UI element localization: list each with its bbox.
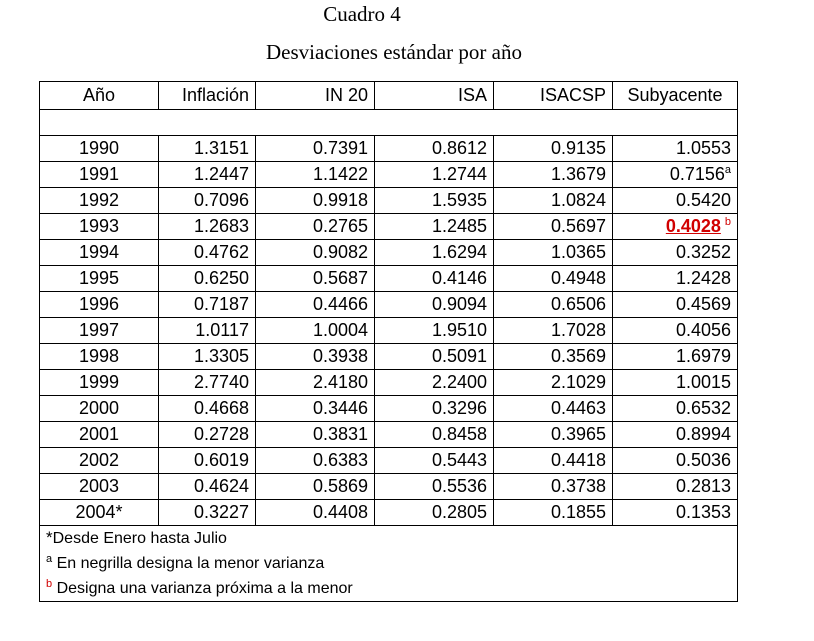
cell-isa: 0.2805 [375,500,494,526]
table-header-row [40,82,738,110]
cell-isa: 1.9510 [375,318,494,344]
cell-isacsp: 0.3965 [494,422,613,448]
table-row [40,292,738,318]
cell-isacsp: 0.6506 [494,292,613,318]
notes-row [40,526,738,602]
cell-year: 1991 [40,162,159,188]
table-row [40,266,738,292]
std-deviation-table [39,81,738,602]
cell-inflacion: 1.3305 [159,344,256,370]
subyacente-value: 1.2428 [675,268,731,288]
cell-in20: 0.4466 [256,292,375,318]
table-row [40,474,738,500]
cell-subyacente [613,240,738,266]
note-text: Desde Enero hasta Julio [52,530,227,547]
note-a [46,551,731,576]
footnote-mark: a [724,164,731,176]
note-text: En negrilla designa la menor varianza [56,555,325,572]
cell-isacsp: 1.0824 [494,188,613,214]
table-title: Desviaciones estándar por año [266,40,522,64]
note-mark: b [46,578,53,590]
cell-isa: 1.2485 [375,214,494,240]
cell-inflacion: 1.0117 [159,318,256,344]
cell-isa: 2.2400 [375,370,494,396]
table-body [40,110,738,526]
cell-year: 1995 [40,266,159,292]
subyacente-value: 0.4056 [675,320,731,340]
cell-isacsp: 0.5697 [494,214,613,240]
cell-year: 1997 [40,318,159,344]
subyacente-value: 1.0553 [675,138,731,158]
cell-isacsp: 0.4948 [494,266,613,292]
cell-subyacente [613,162,738,188]
cell-in20: 0.4408 [256,500,375,526]
table-row [40,500,738,526]
table-row [40,396,738,422]
table-caption: Cuadro 4 [323,2,401,26]
cell-in20: 0.3938 [256,344,375,370]
cell-inflacion: 0.4668 [159,396,256,422]
table-row [40,448,738,474]
table-row [40,136,738,162]
cell-isacsp: 0.3738 [494,474,613,500]
cell-inflacion: 1.3151 [159,136,256,162]
cell-year: 2002 [40,448,159,474]
note-b [46,576,731,601]
cell-isa: 1.2744 [375,162,494,188]
cell-in20: 0.7391 [256,136,375,162]
cell-year: 1996 [40,292,159,318]
subyacente-value: 0.6532 [675,398,731,418]
cell-subyacente [613,396,738,422]
subyacente-value: 0.4028 [665,216,721,236]
spacer-cell [40,110,738,136]
table-row [40,214,738,240]
cell-in20: 1.1422 [256,162,375,188]
cell-subyacente [613,448,738,474]
cell-in20: 0.5687 [256,266,375,292]
cell-subyacente [613,266,738,292]
cell-isacsp: 0.9135 [494,136,613,162]
cell-isacsp: 0.4418 [494,448,613,474]
cell-isa: 0.8612 [375,136,494,162]
cell-subyacente [613,188,738,214]
note-asterisk [46,526,731,551]
table-row [40,370,738,396]
cell-isa: 0.3296 [375,396,494,422]
subyacente-value: 0.8994 [675,424,731,444]
cell-subyacente [613,474,738,500]
cell-subyacente [613,318,738,344]
table-row [40,162,738,188]
cell-subyacente [613,500,738,526]
cell-isa: 0.8458 [375,422,494,448]
table-row [40,188,738,214]
cell-in20: 0.6383 [256,448,375,474]
cell-inflacion: 0.3227 [159,500,256,526]
cell-inflacion: 2.7740 [159,370,256,396]
cell-in20: 2.4180 [256,370,375,396]
table-row [40,318,738,344]
note-mark: * [46,528,53,547]
subyacente-value: 1.0015 [675,372,731,392]
cell-subyacente [613,292,738,318]
cell-isa: 1.6294 [375,240,494,266]
cell-inflacion: 0.4762 [159,240,256,266]
cell-year: 2001 [40,422,159,448]
cell-in20: 0.5869 [256,474,375,500]
header-inflacion: Inflación [159,82,256,110]
cell-inflacion: 0.6250 [159,266,256,292]
cell-subyacente [613,370,738,396]
note-mark: a [46,553,53,565]
cell-year: 2003 [40,474,159,500]
cell-in20: 0.3831 [256,422,375,448]
cell-inflacion: 0.4624 [159,474,256,500]
cell-subyacente [613,344,738,370]
cell-isa: 0.9094 [375,292,494,318]
footnote-mark: b [724,216,731,228]
cell-inflacion: 1.2447 [159,162,256,188]
cell-subyacente [613,422,738,448]
cell-isacsp: 1.3679 [494,162,613,188]
cell-in20: 0.9082 [256,240,375,266]
subyacente-value: 0.2813 [675,476,731,496]
subyacente-value: 0.3252 [675,242,731,262]
table-row [40,422,738,448]
cell-year: 1992 [40,188,159,214]
note-text: Designa una varianza próxima a la menor [56,580,353,597]
cell-year: 1993 [40,214,159,240]
cell-in20: 0.2765 [256,214,375,240]
header-year: Año [40,82,159,110]
subyacente-value: 0.1353 [675,502,731,522]
cell-isa: 0.5536 [375,474,494,500]
cell-isacsp: 2.1029 [494,370,613,396]
cell-isa: 0.5443 [375,448,494,474]
header-isa: ISA [375,82,494,110]
subyacente-value: 0.4569 [675,294,731,314]
cell-year: 1998 [40,344,159,370]
cell-subyacente [613,214,738,240]
cell-isacsp: 1.7028 [494,318,613,344]
cell-inflacion: 1.2683 [159,214,256,240]
cell-inflacion: 0.2728 [159,422,256,448]
cell-year: 2004* [40,500,159,526]
subyacente-value: 1.6979 [675,346,731,366]
subyacente-value: 0.5036 [675,450,731,470]
header-in20: IN 20 [256,82,375,110]
cell-isacsp: 0.1855 [494,500,613,526]
cell-year: 2000 [40,396,159,422]
cell-subyacente [613,136,738,162]
cell-in20: 0.3446 [256,396,375,422]
header-isacsp: ISACSP [494,82,613,110]
cell-in20: 0.9918 [256,188,375,214]
header-subyacente: Subyacente [613,82,738,110]
cell-isacsp: 1.0365 [494,240,613,266]
cell-isa: 0.5091 [375,344,494,370]
cell-inflacion: 0.7096 [159,188,256,214]
cell-inflacion: 0.6019 [159,448,256,474]
cell-isa: 1.5935 [375,188,494,214]
cell-isacsp: 0.4463 [494,396,613,422]
table-row [40,240,738,266]
cell-isa: 0.4146 [375,266,494,292]
cell-year: 1990 [40,136,159,162]
cell-isacsp: 0.3569 [494,344,613,370]
subyacente-value: 0.7156 [669,164,725,184]
cell-year: 1999 [40,370,159,396]
cell-year: 1994 [40,240,159,266]
cell-in20: 1.0004 [256,318,375,344]
spacer-row [40,110,738,136]
table-row [40,344,738,370]
subyacente-value: 0.5420 [675,190,731,210]
cell-inflacion: 0.7187 [159,292,256,318]
table-notes [40,526,738,602]
